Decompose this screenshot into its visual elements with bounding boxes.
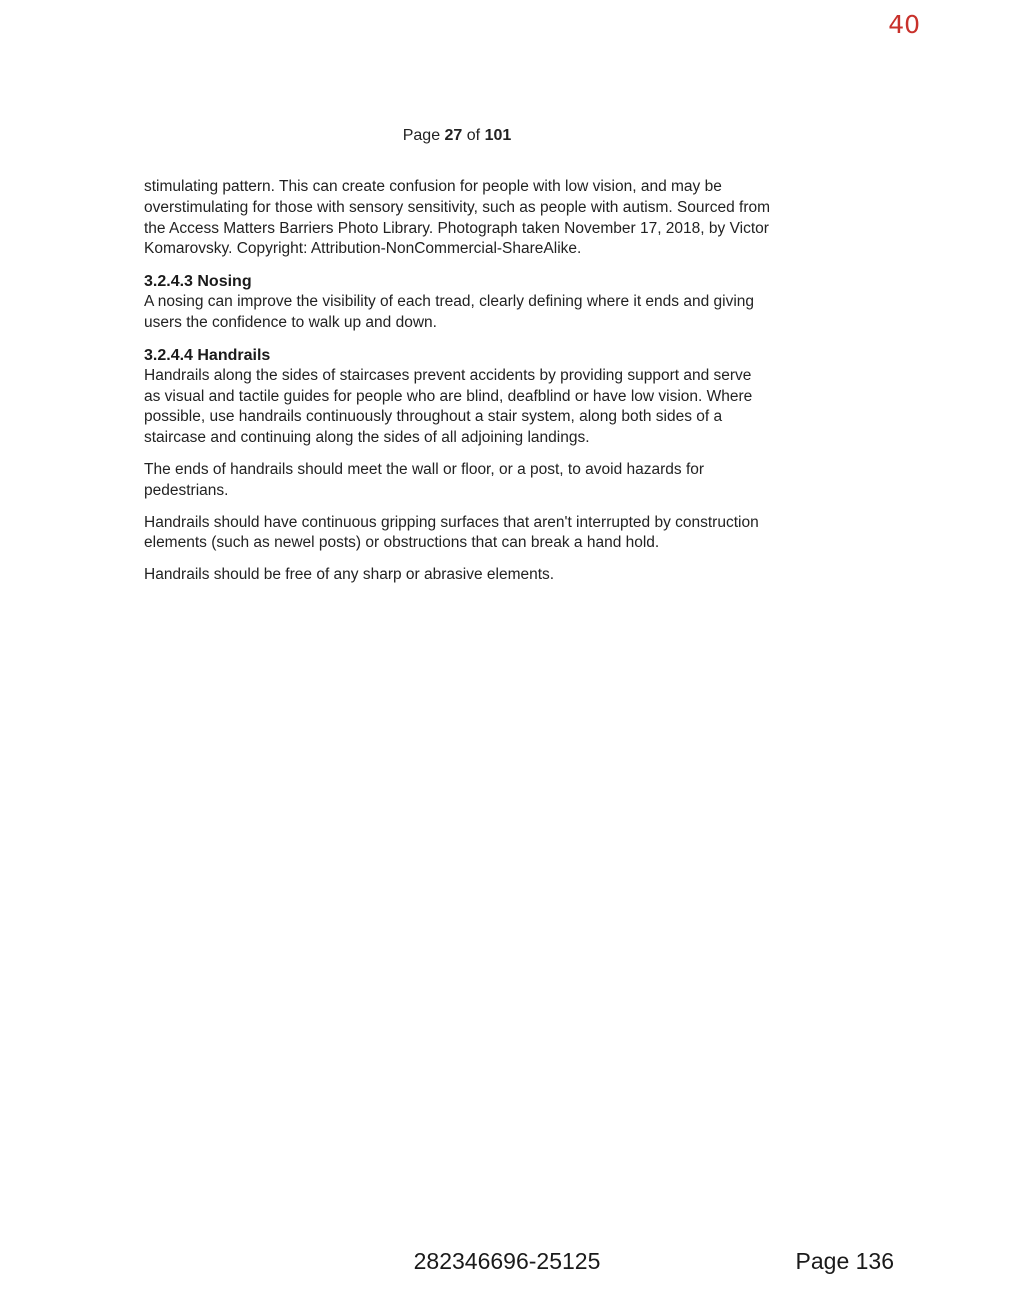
footer-document-id: 282346696-25125	[413, 1248, 601, 1274]
handrails-paragraph: Handrails should have continuous gripping surfaces that aren't interrupted by construction elements (such as newel posts) or obstructions that can break a hand hold.	[144, 513, 759, 552]
intro-paragraph: stimulating pattern. This can create confusion for people with low vision, and may be overstimulating for those with sensory sensitivity, such as people with autism. Sourced from the Access Matters Barriers Photo Library. Photograph taken November 17, 2018, by Victor Komarovsky. Copyright: Attribution-NonCommercial-ShareAlike.	[144, 178, 771, 258]
handrails-section	[144, 345, 772, 586]
handrails-paragraph: Handrails should be free of any sharp or abrasive elements.	[144, 566, 555, 584]
page-header	[0, 127, 914, 145]
page-header-current: 27	[444, 127, 463, 144]
page-header-prefix: Page	[402, 127, 445, 144]
nosing-heading: 3.2.4.3 Nosing	[144, 273, 252, 291]
page-header-total: 101	[484, 127, 512, 144]
footer-page-label: Page 136	[795, 1248, 894, 1274]
page-stamp-number: 40	[888, 10, 920, 39]
handrails-paragraph: Handrails along the sides of staircases prevent accidents by providing support and serve as visual and tactile guides for people who are blind, deafblind or have low vision. Where possible, use handrails continuously throughout a stair system, along both sides of a staircase and continuing along the sides of all adjoining landings.	[144, 366, 753, 447]
nosing-paragraph: A nosing can improve the visibility of each tread, clearly defining where it ends and giving users the confidence to walk up and down.	[144, 293, 755, 331]
handrails-paragraph: The ends of handrails should meet the wall or floor, or a post, to avoid hazards for pedestrians.	[144, 460, 705, 499]
page-header-middle: of	[462, 127, 485, 144]
nosing-section	[144, 271, 772, 334]
handrails-heading: 3.2.4.4 Handrails	[144, 346, 271, 364]
document-body	[144, 177, 772, 597]
